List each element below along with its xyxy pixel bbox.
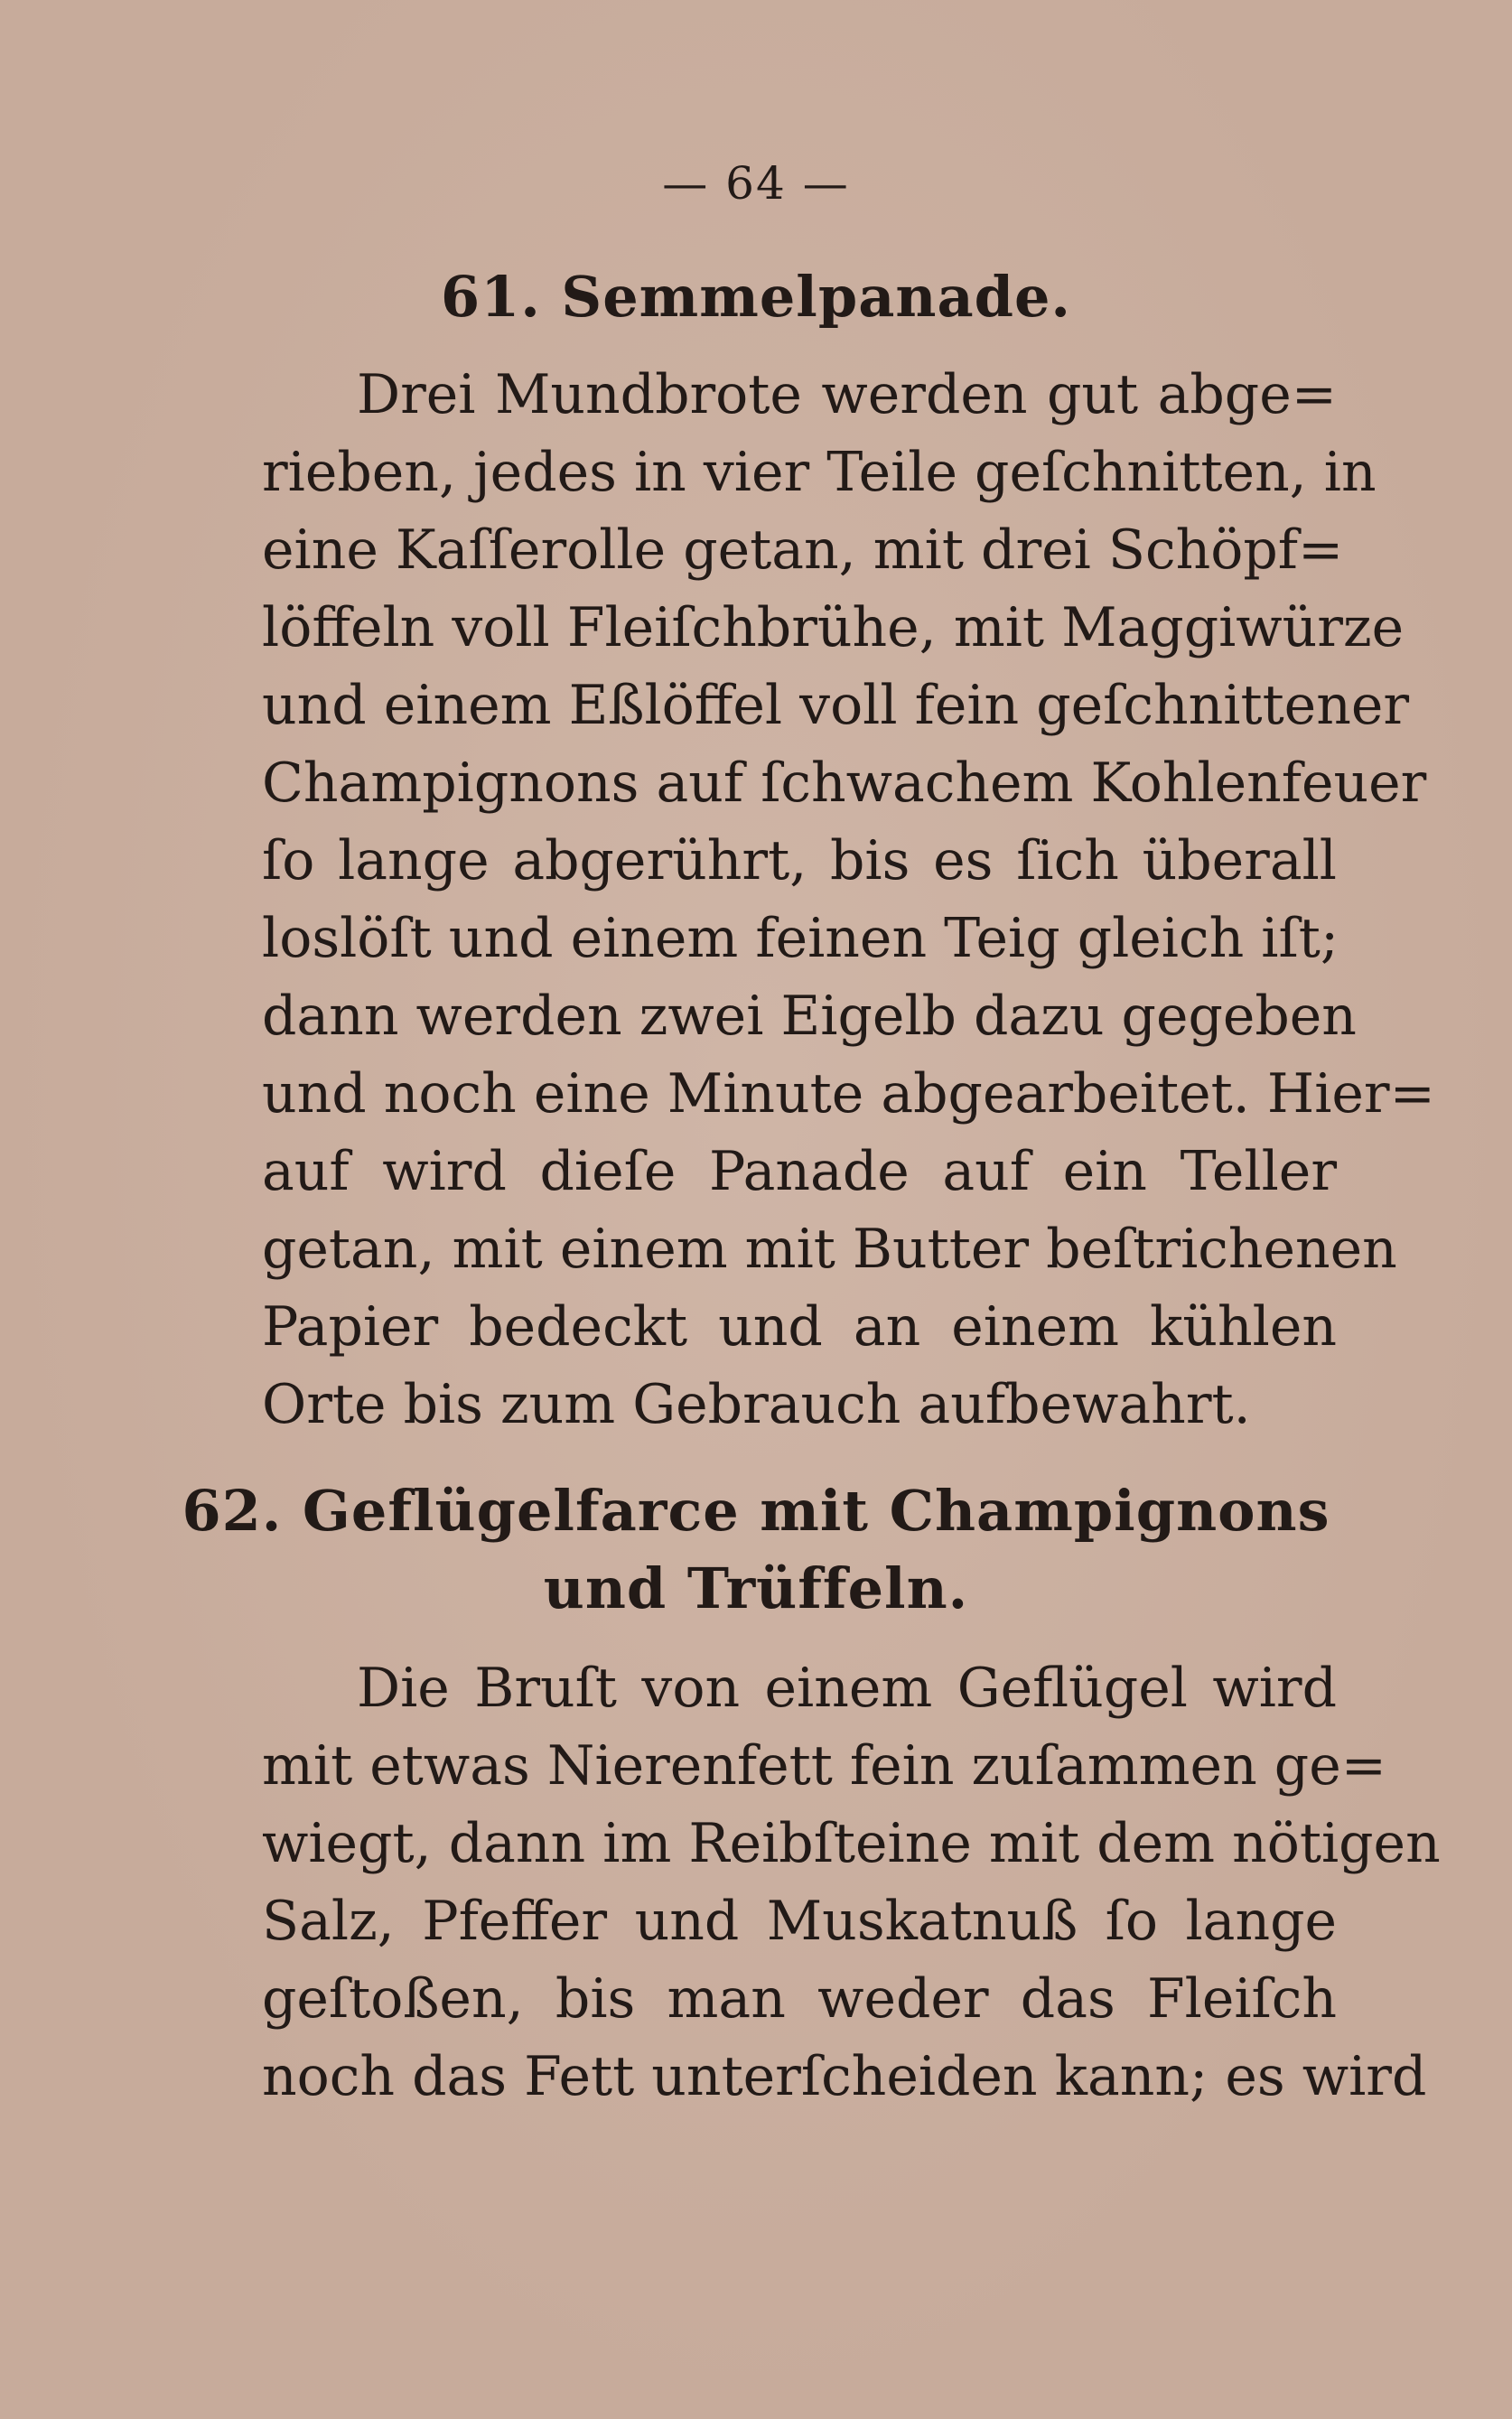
text-line: löffeln voll Fleiſchbrühe, mit Maggiwürze	[262, 596, 1405, 659]
text-line: ſo lange abgerührt, bis es ſich überall	[262, 829, 1337, 892]
text-line: dann werden zwei Eigelb dazu gegeben	[262, 985, 1357, 1048]
text-line: Salz, Pfeffer und Muskatnuß ſo lange	[262, 1890, 1337, 1953]
text-line: noch das Fett unterſcheiden kann; es wird	[262, 2045, 1427, 2108]
text-line: eine Kaſſerolle getan, mit drei Schöpf=	[262, 518, 1344, 582]
text-line: Champignons auf ſchwachem Kohlenfeuer	[262, 752, 1427, 815]
text-line: mit etwas Nierenfett fein zuſammen ge=	[262, 1734, 1386, 1798]
text-line: und noch eine Minute abgearbeitet. Hier=	[262, 1062, 1435, 1125]
text-line: Orte bis zum Gebrauch aufbewahrt.	[262, 1373, 1251, 1436]
text-line: Papier bedeckt und an einem kühlen	[262, 1295, 1337, 1359]
text-line: auf wird dieſe Panade auf ein Teller	[262, 1140, 1337, 1203]
text-line: Drei Mundbrote werden gut abge=	[357, 363, 1337, 426]
text-line: Die Bruſt von einem Geflügel wird	[357, 1657, 1337, 1720]
text-line: und einem Eßlöffel voll fein geſchnittener	[262, 674, 1410, 737]
recipe-61-title: 61. Semmelpanade.	[440, 264, 1072, 330]
text-line: geſtoßen, bis man weder das Fleiſch	[262, 1967, 1337, 2031]
text-line: loslöſt und einem feinen Teig gleich iſt;	[262, 907, 1339, 970]
text-line: rieben, jedes in vier Teile geſchnitten, in	[262, 441, 1377, 504]
recipe-62-title-line-1: 62. Geflügelfarce mit Champignons	[182, 1478, 1330, 1544]
recipe-62-title-line-2: und Trüffeln.	[543, 1555, 969, 1621]
page-number: — 64 —	[662, 157, 850, 210]
text-line: getan, mit einem mit Butter beſtrichenen	[262, 1218, 1397, 1281]
text-line: wiegt, dann im Reibſteine mit dem nötigen	[262, 1812, 1441, 1875]
